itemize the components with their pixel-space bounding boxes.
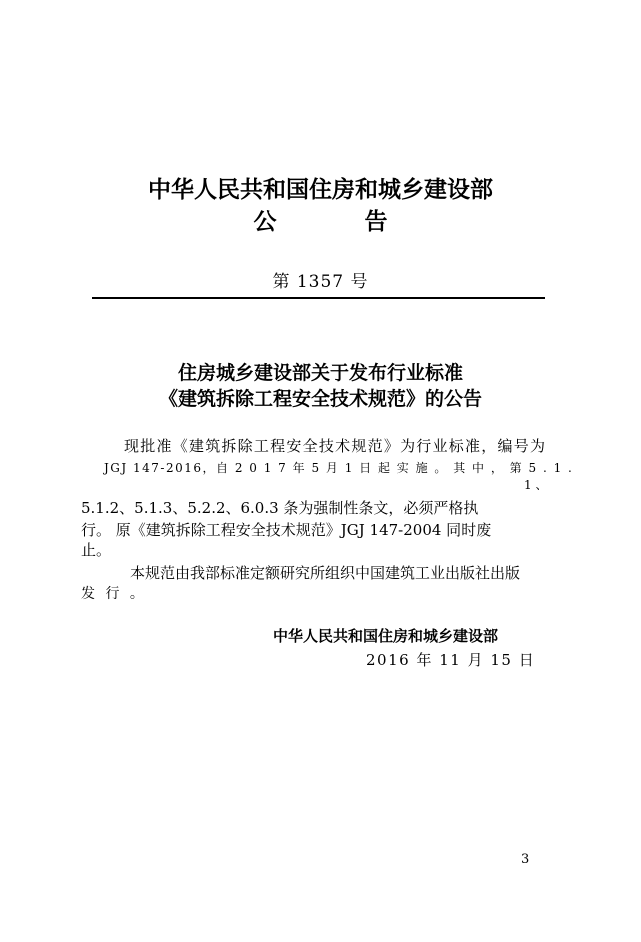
announcement-title-line2: 《建筑拆除工程安全技术规范》的公告 (158, 388, 482, 410)
page-number: 3 (521, 852, 530, 867)
notice-heading: 公 告 (253, 209, 428, 235)
announcement-title-line1: 住房城乡建设部关于发布行业标准 (177, 362, 463, 384)
notice-number: 第 1357 号 (272, 272, 369, 292)
body-paragraph2-line1: 本规范由我部标准定额研究所组织中国建筑工业出版社出版 (130, 564, 521, 582)
signature-date: 2016 年 11 月 15 日 (366, 651, 536, 669)
body-paragraph1-line2-wrap: 1 、 (524, 478, 548, 492)
body-paragraph1-line3: 5.1.2、5.1.3、5.2.2、6.0.3 条为强制性条文，必须严格执 (81, 499, 479, 517)
body-paragraph1-line4: 行。 原《建筑拆除工程安全技术规范》JGJ 147-2004 同时废 (81, 521, 492, 539)
body-paragraph2-line2: 发 行 。 (81, 586, 147, 602)
body-paragraph1-line5: 止。 (81, 541, 112, 559)
body-paragraph1-line1: 现批准《建筑拆除工程安全技术规范》为行业标准，编号为 (124, 437, 545, 455)
issuing-ministry: 中华人民共和国住房和城乡建设部 (148, 177, 493, 203)
signature-signer: 中华人民共和国住房和城乡建设部 (273, 627, 499, 645)
body-paragraph1-line2: JGJ 147-2016，自 2 0 1 7 年 5 月 1 日 起 实 施 。 其 中 ， 第 5 . 1 . (104, 461, 574, 475)
header-divider (92, 297, 545, 299)
